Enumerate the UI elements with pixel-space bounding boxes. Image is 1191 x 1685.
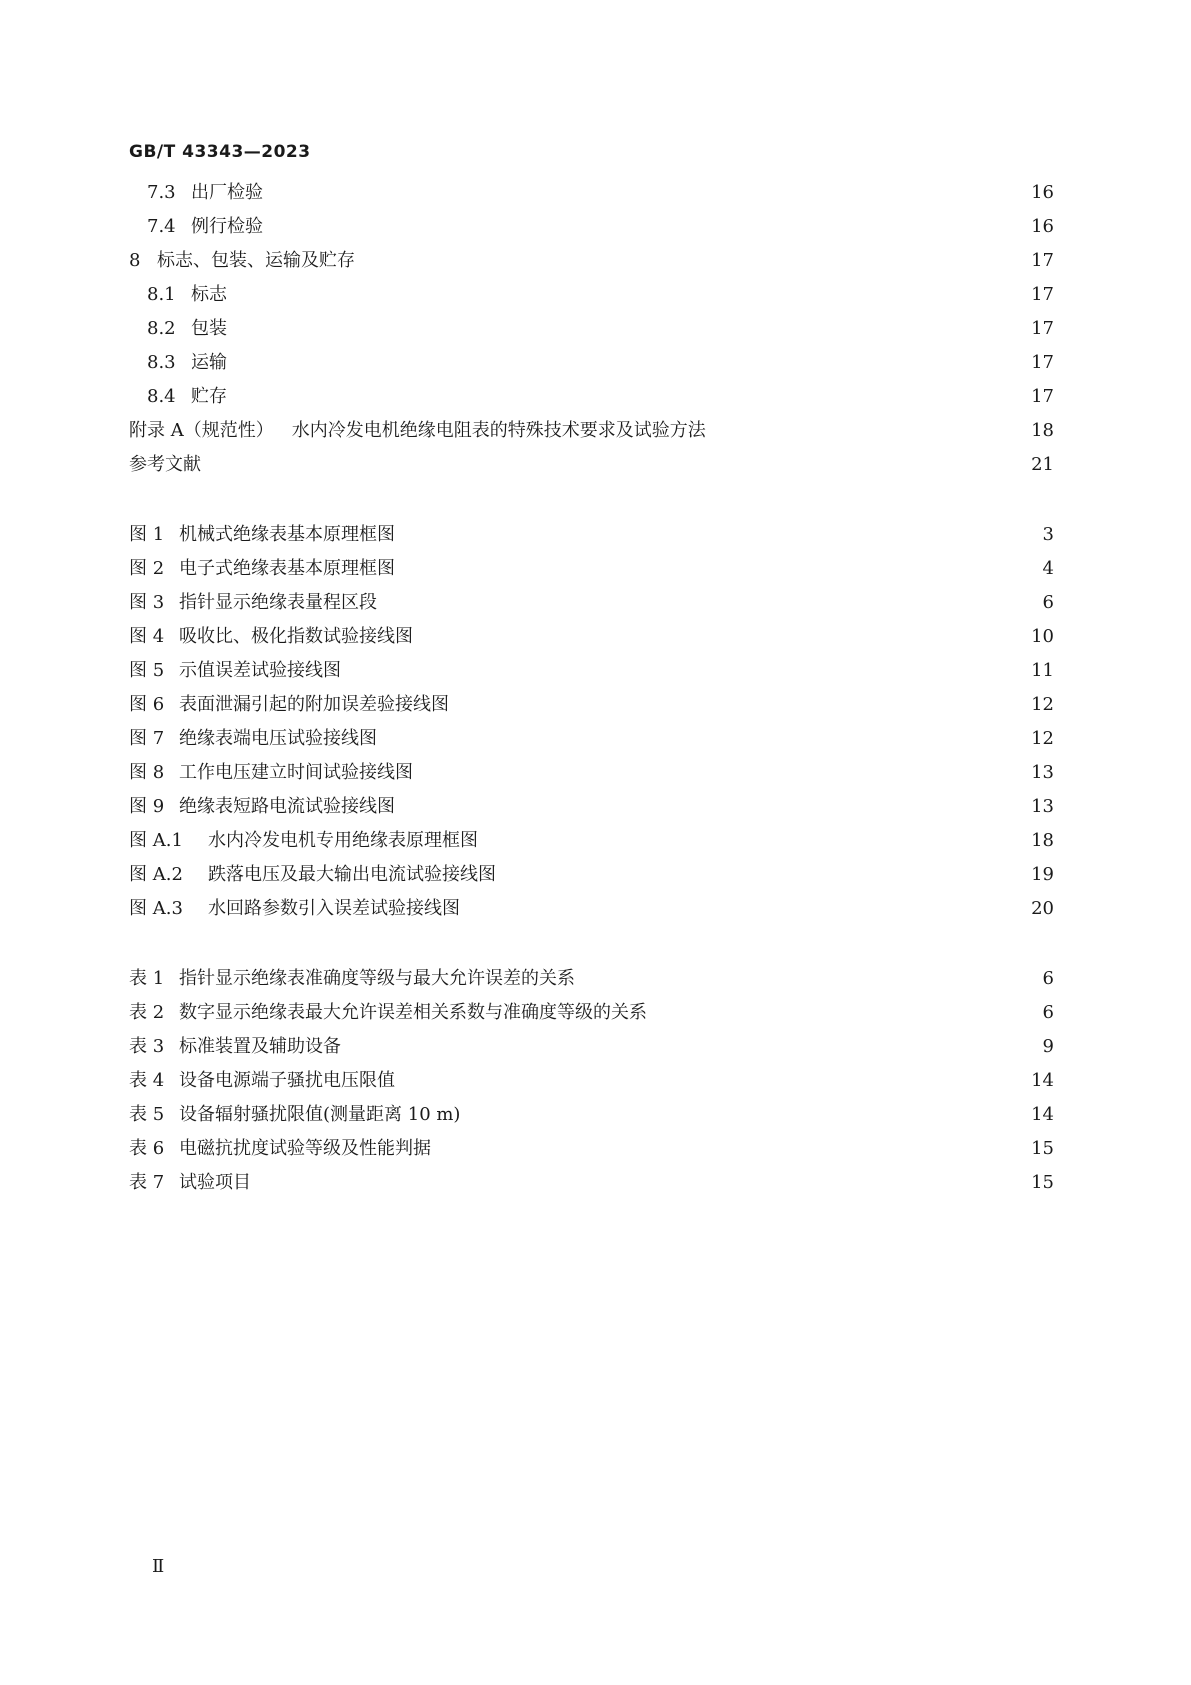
table-entry-page: 14 (1031, 1070, 1054, 1091)
figure-entry-a2[interactable] (0, 860, 1191, 890)
dot-leader (447, 1134, 1012, 1164)
figure-entry-number: 图 4 (129, 626, 165, 647)
table-entry-5[interactable] (0, 1100, 1191, 1130)
dot-leader (347, 1032, 1012, 1062)
table-entry-title: 指针显示绝缘表准确度等级与最大允许误差的关系 (179, 968, 575, 989)
figure-entry-number: 图 A.1 (129, 830, 183, 851)
figure-entry-page: 6 (1042, 592, 1054, 613)
dot-leader (712, 416, 1012, 446)
standard-code: GB/T 43343—2023 (129, 142, 311, 162)
table-entry-page: 6 (1042, 1002, 1054, 1023)
figure-entry-page: 3 (1042, 524, 1054, 545)
dot-leader (411, 792, 1012, 822)
toc-entry-page: 16 (1031, 182, 1054, 203)
dot-leader (267, 1168, 1012, 1198)
table-entry-number: 表 6 (129, 1138, 165, 1159)
toc-entry-title: 水内冷发电机绝缘电阻表的特殊技术要求及试验方法 (291, 420, 706, 441)
figure-entry-title: 水回路参数引入误差试验接线图 (208, 898, 460, 919)
dot-leader (269, 178, 1012, 208)
figure-entry-5[interactable] (0, 656, 1191, 686)
toc-entry-7-4[interactable] (0, 212, 1191, 242)
table-entry-3[interactable] (0, 1032, 1191, 1062)
dot-leader (653, 998, 1012, 1028)
toc-entry-title: 包装 (191, 318, 227, 339)
figure-entry-2[interactable] (0, 554, 1191, 584)
figure-entry-7[interactable] (0, 724, 1191, 754)
dot-leader (233, 382, 1012, 412)
toc-entry-references[interactable] (0, 450, 1191, 480)
table-entry-number: 表 3 (129, 1036, 165, 1057)
figure-entry-a3[interactable] (0, 894, 1191, 924)
dot-leader (401, 554, 1012, 584)
figure-entry-title: 绝缘表短路电流试验接线图 (179, 796, 395, 817)
figure-entry-title: 示值误差试验接线图 (179, 660, 341, 681)
figure-entry-title: 电子式绝缘表基本原理框图 (179, 558, 395, 579)
table-entry-1[interactable] (0, 964, 1191, 994)
table-entry-number: 表 2 (129, 1002, 165, 1023)
dot-leader (429, 758, 1012, 788)
dot-leader (383, 588, 1012, 618)
figure-entry-page: 12 (1031, 728, 1054, 749)
figure-entry-page: 11 (1031, 660, 1054, 681)
toc-entry-8-3[interactable] (0, 348, 1191, 378)
figure-entry-9[interactable] (0, 792, 1191, 822)
dot-leader (361, 246, 1012, 276)
figure-entry-3[interactable] (0, 588, 1191, 618)
figure-entry-title: 吸收比、极化指数试验接线图 (179, 626, 413, 647)
toc-entry-8[interactable] (0, 246, 1191, 276)
toc-entry-title: 标志 (191, 284, 227, 305)
table-entry-page: 6 (1042, 968, 1054, 989)
toc-entry-title: 例行检验 (191, 216, 263, 237)
toc-entry-page: 17 (1031, 386, 1054, 407)
toc-entry-8-4[interactable] (0, 382, 1191, 412)
dot-leader (233, 314, 1012, 344)
toc-entry-number: 8.4 (147, 386, 176, 407)
table-entry-6[interactable] (0, 1134, 1191, 1164)
dot-leader (466, 1100, 1012, 1130)
toc-entry-number: 8.1 (147, 284, 176, 305)
table-entry-title: 试验项目 (179, 1172, 251, 1193)
toc-entry-appendix-a[interactable] (0, 416, 1191, 446)
dot-leader (269, 212, 1012, 242)
toc-entry-title: 运输 (191, 352, 227, 373)
table-entry-title: 电磁抗扰度试验等级及性能判据 (179, 1138, 431, 1159)
toc-entry-number: 附录 A（规范性） (129, 420, 274, 441)
figure-entry-number: 图 A.2 (129, 864, 183, 885)
table-entry-number: 表 1 (129, 968, 165, 989)
dot-leader (581, 964, 1012, 994)
figure-entry-6[interactable] (0, 690, 1191, 720)
dot-leader (419, 622, 1012, 652)
toc-entry-page: 17 (1031, 318, 1054, 339)
figure-entry-page: 13 (1031, 796, 1054, 817)
table-entry-7[interactable] (0, 1168, 1191, 1198)
toc-entry-number: 8.2 (147, 318, 176, 339)
toc-entry-number: 8 (129, 250, 141, 271)
toc-entry-page: 16 (1031, 216, 1054, 237)
table-entry-4[interactable] (0, 1066, 1191, 1096)
table-entry-page: 15 (1031, 1172, 1054, 1193)
figure-entry-page: 20 (1031, 898, 1054, 919)
table-entry-title: 设备电源端子骚扰电压限值 (179, 1070, 395, 1091)
table-entry-page: 15 (1031, 1138, 1054, 1159)
dot-leader (357, 656, 1012, 686)
table-entry-2[interactable] (0, 998, 1191, 1028)
figure-entry-title: 表面泄漏引起的附加误差验接线图 (179, 694, 449, 715)
toc-entry-8-2[interactable] (0, 314, 1191, 344)
figure-entry-page: 13 (1031, 762, 1054, 783)
figure-entry-title: 指针显示绝缘表量程区段 (179, 592, 377, 613)
toc-entry-page: 21 (1031, 454, 1054, 475)
table-entry-title: 数字显示绝缘表最大允许误差相关系数与准确度等级的关系 (179, 1002, 647, 1023)
table-entry-page: 9 (1042, 1036, 1054, 1057)
figure-entry-1[interactable] (0, 520, 1191, 550)
figure-entry-number: 图 3 (129, 592, 165, 613)
figure-entry-4[interactable] (0, 622, 1191, 652)
page-number: Ⅱ (152, 1556, 165, 1577)
figure-entry-number: 图 9 (129, 796, 165, 817)
figure-entry-number: 图 A.3 (129, 898, 183, 919)
table-entry-number: 表 7 (129, 1172, 165, 1193)
figure-entry-page: 10 (1031, 626, 1054, 647)
dot-leader (233, 348, 1012, 378)
toc-entry-number: 8.3 (147, 352, 176, 373)
dot-leader (512, 860, 1012, 890)
figure-entry-8[interactable] (0, 758, 1191, 788)
figure-entry-number: 图 8 (129, 762, 165, 783)
toc-entry-8-1[interactable] (0, 280, 1191, 310)
figure-entry-title: 绝缘表端电压试验接线图 (179, 728, 377, 749)
table-entry-number: 表 4 (129, 1070, 165, 1091)
table-entry-title: 标准装置及辅助设备 (179, 1036, 341, 1057)
dot-leader (494, 826, 1012, 856)
figure-entry-page: 19 (1031, 864, 1054, 885)
dot-leader (401, 520, 1012, 550)
figure-entry-title: 工作电压建立时间试验接线图 (179, 762, 413, 783)
figure-entry-number: 图 1 (129, 524, 165, 545)
dot-leader (411, 1066, 1012, 1096)
figure-entry-title: 跌落电压及最大输出电流试验接线图 (208, 864, 496, 885)
figure-entry-title: 机械式绝缘表基本原理框图 (179, 524, 395, 545)
dot-leader (476, 894, 1012, 924)
toc-entry-title: 标志、包装、运输及贮存 (157, 250, 355, 271)
toc-entry-page: 18 (1031, 420, 1054, 441)
dot-leader (233, 280, 1012, 310)
figure-entry-page: 18 (1031, 830, 1054, 851)
toc-entry-page: 17 (1031, 250, 1054, 271)
figure-entry-page: 4 (1042, 558, 1054, 579)
figure-entry-number: 图 6 (129, 694, 165, 715)
table-entry-page: 14 (1031, 1104, 1054, 1125)
figure-entry-number: 图 2 (129, 558, 165, 579)
toc-entry-title: 贮存 (191, 386, 227, 407)
table-entry-number: 表 5 (129, 1104, 165, 1125)
dot-leader (465, 690, 1012, 720)
figure-entry-number: 图 5 (129, 660, 165, 681)
toc-entry-number: 7.4 (147, 216, 176, 237)
figure-entry-title: 水内冷发电机专用绝缘表原理框图 (208, 830, 478, 851)
toc-entry-title: 参考文献 (129, 454, 201, 475)
toc-entry-page: 17 (1031, 284, 1054, 305)
figure-entry-page: 12 (1031, 694, 1054, 715)
toc-entry-title: 出厂检验 (191, 182, 263, 203)
figure-entry-a1[interactable] (0, 826, 1191, 856)
dot-leader (207, 450, 1012, 480)
dot-leader (393, 724, 1012, 754)
toc-entry-page: 17 (1031, 352, 1054, 373)
figure-entry-number: 图 7 (129, 728, 165, 749)
toc-entry-7-3[interactable] (0, 178, 1191, 208)
toc-entry-number: 7.3 (147, 182, 176, 203)
table-entry-title: 设备辐射骚扰限值(测量距离 10 m) (179, 1104, 461, 1125)
